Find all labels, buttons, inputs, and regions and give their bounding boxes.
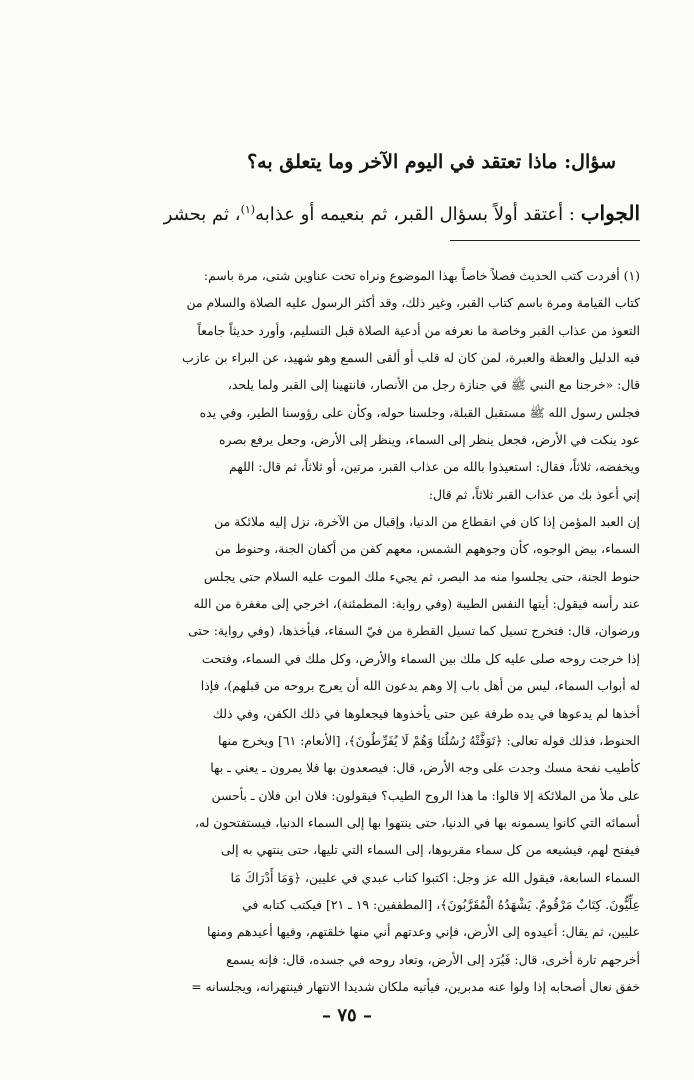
footnote-line: عليين، ثم يقال: أعيدوه إلى الأرض، فإني وعدتهم أني منها خلقتهم، وفيها أعيدهم ومنها — [207, 924, 640, 940]
answer-label: الجواب — [580, 201, 640, 225]
footnote-line: عود ينكت في الأرض، فجعل ينظر إلى السماء، وينظر إلى الأرض، وجعل يرفع بصره — [218, 432, 640, 448]
footnote-line: فجلس رسول الله ﷺ مستقبل القبلة، وجلسنا حوله، وكأن على رؤوسنا الطير، وفي يده — [199, 404, 640, 420]
footnote-line: التعوذ من عذاب القبر وخاصة ما نعرفه من أدعية الصلاة قبل التسليم، وأورد حديثاً جامعاً — [197, 322, 640, 338]
footnote-line: حنوط الجنة، حتى يجلسوا منه مد البصر، ثم يجيء ملك الموت عليه السلام حتى يجلس — [203, 568, 640, 584]
footnote-line: السماء، بيض الوجوه، كأن وجوههم الشمس، معهم كفن من أكفان الجنة، وحنوط من — [214, 541, 640, 557]
question-heading — [60, 148, 616, 176]
answer-separator: : — [568, 204, 575, 225]
footnote-line: السماء السابعة، فيقول الله عز وجل: اكتبوا كتاب عبدي في عليين، ﴿وَمَا أَدْرَاكَ مَا — [230, 869, 640, 885]
footnote-line: فيفتح لهم، فيشيعه من كل سماء مقربوها، إلى السماء التي تليها، حتى ينتهي به إلى — [221, 842, 640, 858]
footnote-line: إذا خرجت روحه صلى عليه كل ملك بين السماء والأرض، وكل ملك في السماء، وفتحت — [201, 650, 640, 666]
question-label: سؤال: — [564, 151, 616, 173]
footnote-line: ورضوان، قال: فتخرج تسيل كما تسيل القطرة من فيّ السقاء، فيأخذها، (وفي رواية: حتى — [188, 623, 640, 639]
footnote-number: (١) — [623, 268, 640, 283]
footnote-line: الحنوط، فذلك قوله تعالى: ﴿تَوَفَّتْهُ رُسُلُنَا وَهُمْ لَا يُفَرِّطُونَ﴾، [الأنعام: ٦١] ويخرج منها — [217, 732, 640, 748]
footnote-line-text: أفردت كتب الحديث فصلاً خاصاً بهذا الموضوع ونراه تحت عناوين شتى، مرة باسم: — [203, 268, 620, 283]
footnote-line: خفق نعال أصحابه إذا ولوا عنه مدبرين، فيأتيه ملكان شديدا الانتهار فينتهرانه، ويجلسانه = — [191, 978, 640, 994]
answer-text-after: ، ثم بحشر — [163, 204, 241, 225]
footnote-line: قال: «خرجنا مع النبي ﷺ في جنازة رجل من الأنصار، فانتهينا إلى القبر ولما يلحد، — [227, 377, 640, 393]
footnote-line: أخذها لم يدعوها في يده طرفة عين حتى يأخذوها فيجعلوها في ذلك الكفن، وفي ذلك — [212, 705, 640, 721]
footnote-line — [50, 262, 640, 289]
answer-text-before: أعتقد أولاً بسؤال القبر، ثم بنعيمه أو عذابه — [255, 204, 564, 225]
footnote-line: ويخفضه، ثلاثاً، فقال: استعيذوا بالله من عذاب القبر، مرتين، أو ثلاثاً، ثم قال: اللهم — [228, 459, 640, 475]
answer-paragraph — [60, 196, 640, 229]
footnote-line: إني أعوذ بك من عذاب القبر ثلاثاً، ثم قال: — [428, 486, 640, 502]
footnote-reference[interactable]: (١) — [240, 203, 256, 216]
footnote-line: عند رأسه فيقول: أيتها النفس الطيبة (وفي رواية: المطمئنة)، اخرجي إلى مغفرة من الله — [193, 596, 640, 612]
question-text: ماذا تعتقد في اليوم الآخر وما يتعلق به؟ — [247, 151, 558, 173]
footnote-separator-rule — [450, 240, 640, 241]
footnote-line: كتاب القيامة ومرة باسم كتاب القبر، وغير ذلك، وقد أكثر الرسول عليه الصلاة والسلام من — [186, 295, 640, 311]
footnote-block — [50, 262, 640, 1000]
footnote-line: عِلِّيُّونَ. كِتَابٌ مَرْقُومٌ. يَشْهَدُهُ الْمُقَرَّبُونَ﴾، [المطففين: ١٩ ـ ٢١] فيكتب كتابه في — [242, 896, 640, 912]
page-number: – ٧٥ – — [322, 1005, 372, 1026]
footnote-line: إن العبد المؤمن إذا كان في انقطاع من الدنيا، وإقبال من الآخرة، نزل إليه ملائكة من — [214, 514, 640, 530]
footnote-line: على ملأ من الملائكة إلا قالوا: ما هذا الروح الطيب؟ فيقولون: فلان ابن فلان ـ بأحسن — [211, 787, 640, 803]
footnote-line: كأطيب نفحة مسك وجدت على وجه الأرض، قال: فيصعدون بها فلا يمرون ـ يعني ـ بها — [210, 760, 640, 776]
footnote-line: أخرجهم تارة أخرى، قال: فَيُرَد إلى الأرض، وتعاد روحه في جسده، قال: فإنه يسمع — [226, 951, 640, 967]
footnote-line: له أبواب السماء، ليس من أهل باب إلا وهم يدعون الله أن يعرج بروحه من قبلهم)، فإذا — [200, 678, 640, 694]
footnote-line: فيه الدليل والعظة والعبرة، لمن كان له قلب أو ألقى السمع وهو شهيد، عن البراء بن عازب — [181, 350, 640, 366]
footnote-line: أسمائه التي كانوا يسمونه بها في الدنيا، حتى ينتهوا بها إلى السماء الدنيا، فيستفتحون له، — [194, 814, 640, 830]
